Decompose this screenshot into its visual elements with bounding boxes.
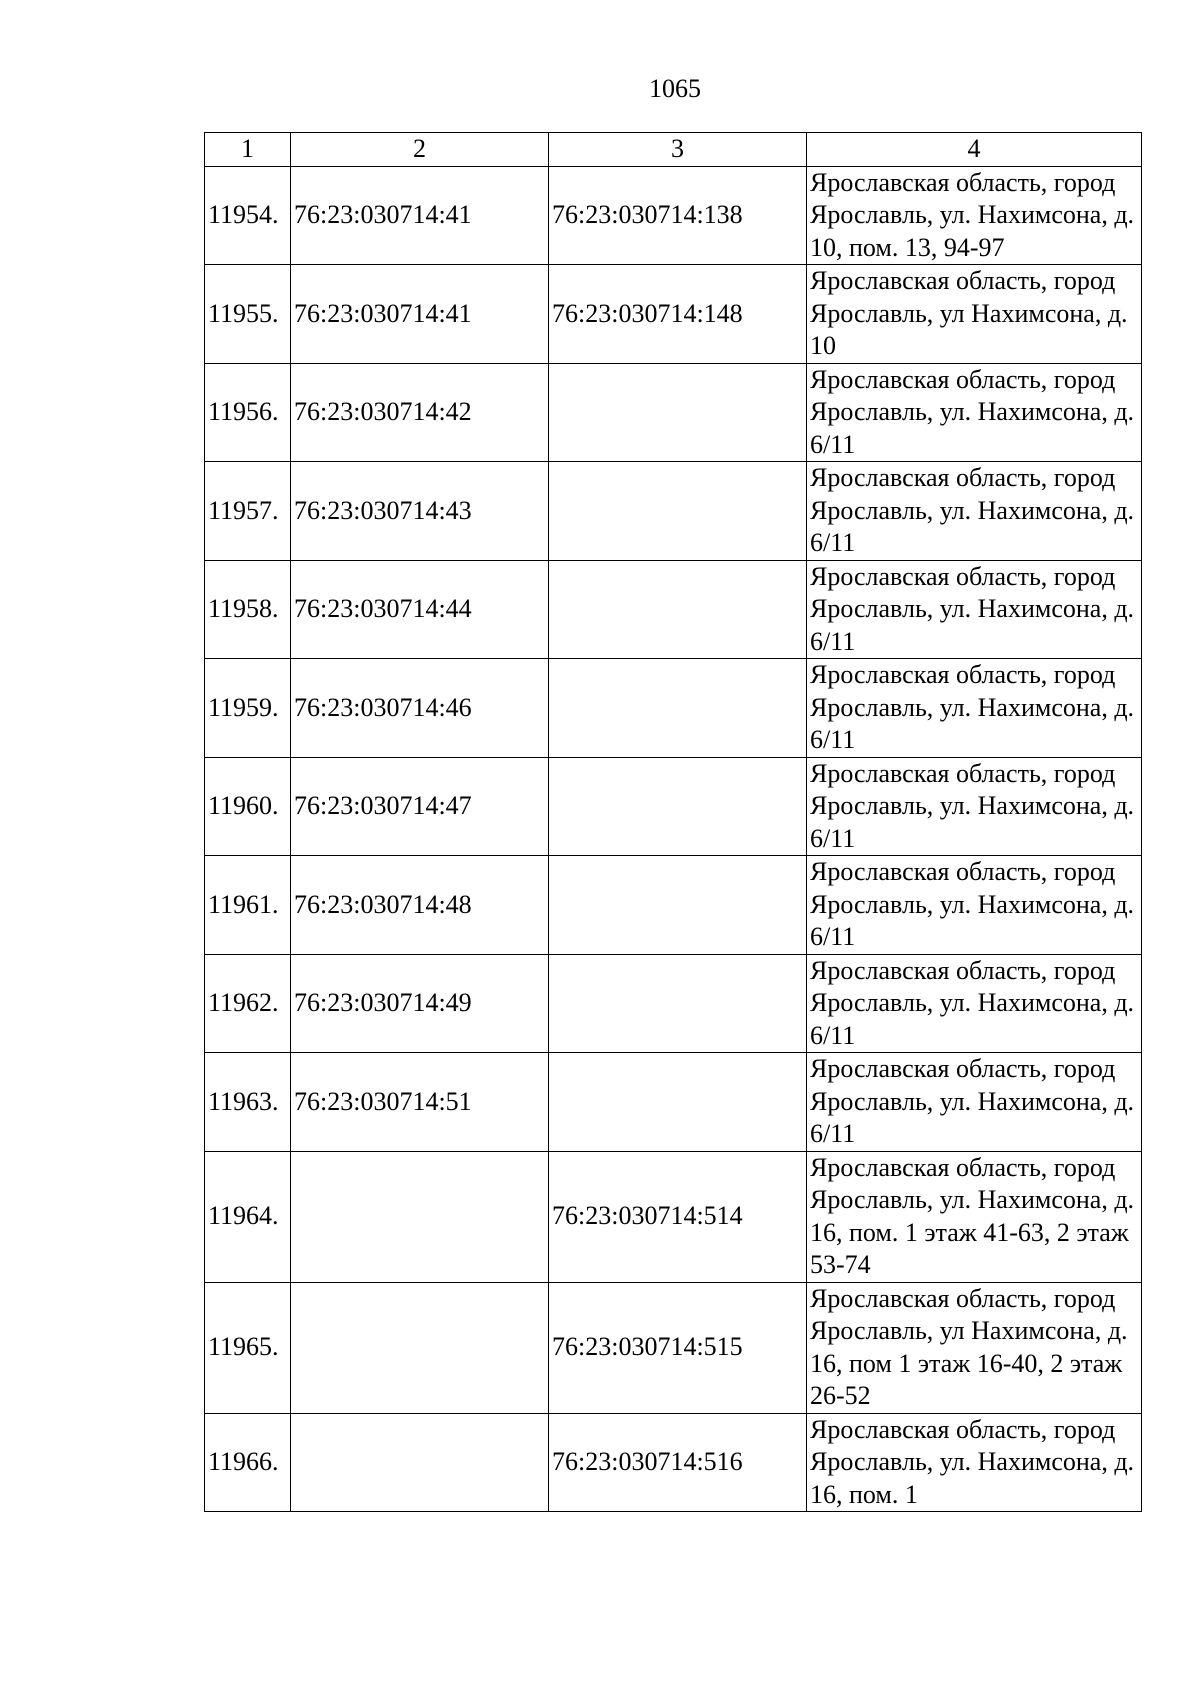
page-number: 1065 bbox=[649, 74, 701, 103]
object-cadastral-number: 76:23:030714:138 bbox=[549, 166, 807, 265]
row-number: 11955. bbox=[205, 265, 291, 364]
object-cadastral-number bbox=[549, 856, 807, 955]
row-number: 11965. bbox=[205, 1282, 291, 1413]
address: Ярославская область, город Ярославль, ул. Нахимсона, д. 16, пом. 1 этаж 41-63, 2 этаж 53-74 bbox=[807, 1151, 1142, 1282]
header-row bbox=[205, 133, 1142, 167]
row-number: 11954. bbox=[205, 166, 291, 265]
row-number: 11962. bbox=[205, 954, 291, 1053]
address: Ярославская область, город Ярославль, ул. Нахимсона, д. 6/11 bbox=[807, 757, 1142, 856]
address: Ярославская область, город Ярославль, ул Нахимсона, д. 10 bbox=[807, 265, 1142, 364]
table-row bbox=[205, 856, 1142, 955]
land-cadastral-number: 76:23:030714:46 bbox=[291, 659, 549, 758]
address: Ярославская область, город Ярославль, ул. Нахимсона, д. 6/11 bbox=[807, 363, 1142, 462]
land-cadastral-number: 76:23:030714:41 bbox=[291, 166, 549, 265]
object-cadastral-number bbox=[549, 1053, 807, 1152]
object-cadastral-number: 76:23:030714:514 bbox=[549, 1151, 807, 1282]
address: Ярославская область, город Ярославль, ул. Нахимсона, д. 16, пом. 1 bbox=[807, 1413, 1142, 1512]
land-cadastral-number bbox=[291, 1413, 549, 1512]
column-header-1: 1 bbox=[205, 133, 291, 167]
address: Ярославская область, город Ярославль, ул. Нахимсона, д. 6/11 bbox=[807, 1053, 1142, 1152]
object-cadastral-number bbox=[549, 757, 807, 856]
row-number: 11958. bbox=[205, 560, 291, 659]
row-number: 11956. bbox=[205, 363, 291, 462]
table-row bbox=[205, 363, 1142, 462]
table-row bbox=[205, 1413, 1142, 1512]
table-row bbox=[205, 560, 1142, 659]
object-cadastral-number: 76:23:030714:148 bbox=[549, 265, 807, 364]
table-row bbox=[205, 1282, 1142, 1413]
row-number: 11964. bbox=[205, 1151, 291, 1282]
object-cadastral-number bbox=[549, 954, 807, 1053]
row-number: 11963. bbox=[205, 1053, 291, 1152]
row-number: 11966. bbox=[205, 1413, 291, 1512]
object-cadastral-number bbox=[549, 462, 807, 561]
column-header-4: 4 bbox=[807, 133, 1142, 167]
land-cadastral-number: 76:23:030714:41 bbox=[291, 265, 549, 364]
table-row bbox=[205, 1151, 1142, 1282]
land-cadastral-number bbox=[291, 1151, 549, 1282]
object-cadastral-number: 76:23:030714:515 bbox=[549, 1282, 807, 1413]
column-header-2: 2 bbox=[291, 133, 549, 167]
land-cadastral-number: 76:23:030714:47 bbox=[291, 757, 549, 856]
land-cadastral-number: 76:23:030714:42 bbox=[291, 363, 549, 462]
object-cadastral-number: 76:23:030714:516 bbox=[549, 1413, 807, 1512]
address: Ярославская область, город Ярославль, ул. Нахимсона, д. 6/11 bbox=[807, 659, 1142, 758]
table-row bbox=[205, 659, 1142, 758]
table-row bbox=[205, 954, 1142, 1053]
table-row bbox=[205, 265, 1142, 364]
table-row bbox=[205, 462, 1142, 561]
land-cadastral-number: 76:23:030714:43 bbox=[291, 462, 549, 561]
land-cadastral-number bbox=[291, 1282, 549, 1413]
row-number: 11957. bbox=[205, 462, 291, 561]
address: Ярославская область, город Ярославль, ул. Нахимсона, д. 6/11 bbox=[807, 954, 1142, 1053]
table-row bbox=[205, 1053, 1142, 1152]
address: Ярославская область, город Ярославль, ул. Нахимсона, д. 6/11 bbox=[807, 856, 1142, 955]
row-number: 11961. bbox=[205, 856, 291, 955]
object-cadastral-number bbox=[549, 659, 807, 758]
address: Ярославская область, город Ярославль, ул Нахимсона, д. 16, пом 1 этаж 16-40, 2 этаж 26-52 bbox=[807, 1282, 1142, 1413]
land-cadastral-number: 76:23:030714:49 bbox=[291, 954, 549, 1053]
column-header-3: 3 bbox=[549, 133, 807, 167]
object-cadastral-number bbox=[549, 363, 807, 462]
table-row bbox=[205, 757, 1142, 856]
registry-table bbox=[204, 132, 1142, 1512]
row-number: 11959. bbox=[205, 659, 291, 758]
address: Ярославская область, город Ярославль, ул. Нахимсона, д. 6/11 bbox=[807, 462, 1142, 561]
object-cadastral-number bbox=[549, 560, 807, 659]
land-cadastral-number: 76:23:030714:51 bbox=[291, 1053, 549, 1152]
land-cadastral-number: 76:23:030714:48 bbox=[291, 856, 549, 955]
land-cadastral-number: 76:23:030714:44 bbox=[291, 560, 549, 659]
address: Ярославская область, город Ярославль, ул. Нахимсона, д. 10, пом. 13, 94-97 bbox=[807, 166, 1142, 265]
row-number: 11960. bbox=[205, 757, 291, 856]
table-row bbox=[205, 166, 1142, 265]
address: Ярославская область, город Ярославль, ул. Нахимсона, д. 6/11 bbox=[807, 560, 1142, 659]
